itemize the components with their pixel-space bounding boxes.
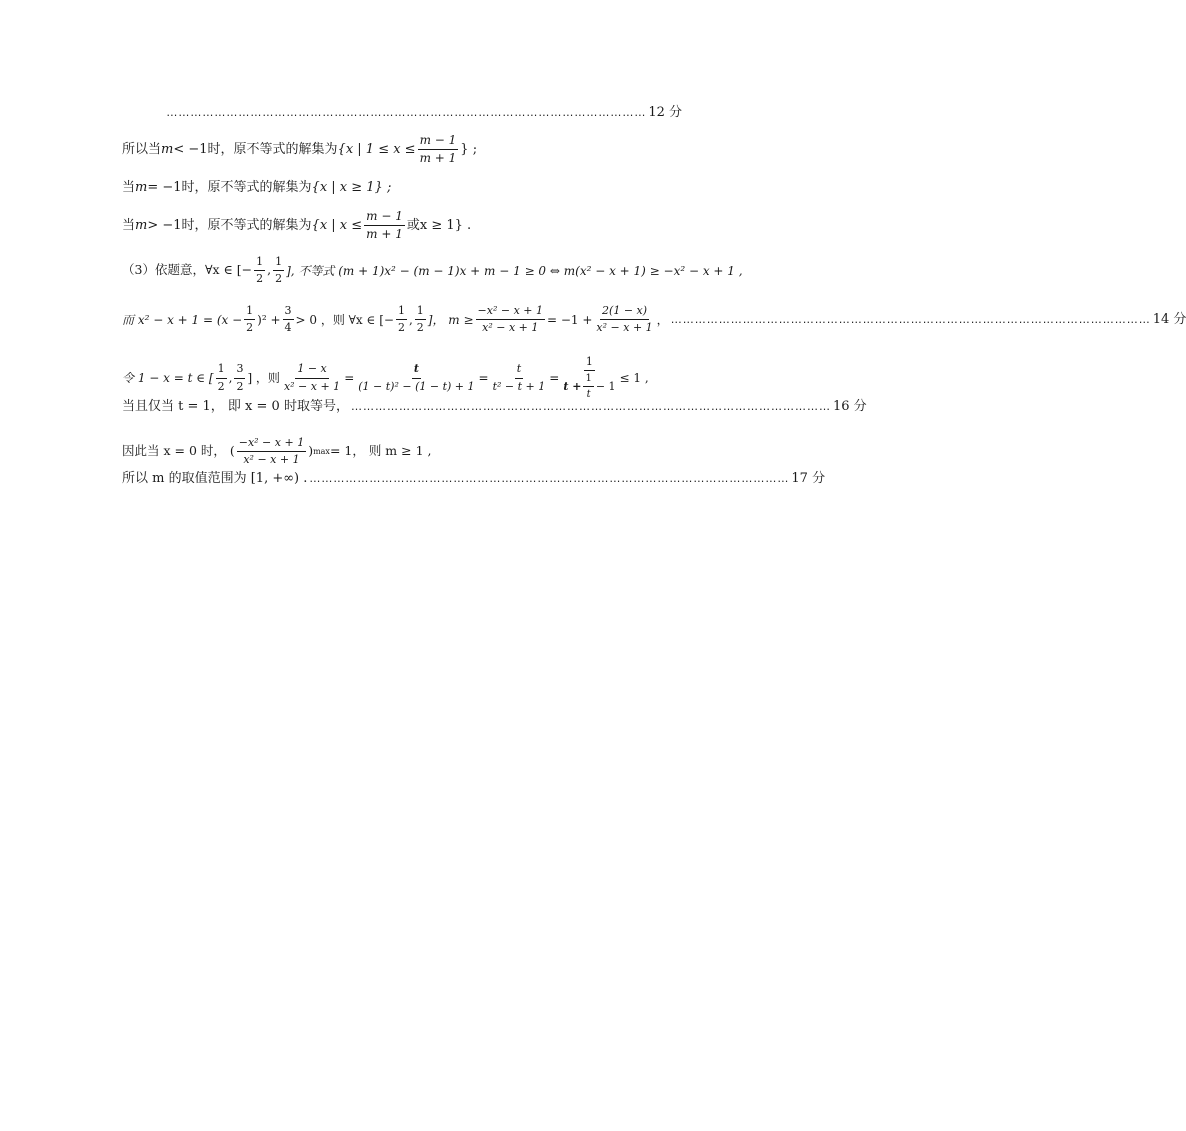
comma: ,	[267, 262, 272, 278]
numerator: 2(1 − x)	[600, 305, 649, 320]
text: = −1时，原不等式的解集为	[147, 180, 312, 195]
fraction	[418, 134, 459, 165]
numerator: 1	[584, 356, 595, 371]
numerator: 1	[415, 305, 426, 320]
denominator-part: − 1	[595, 379, 616, 393]
variable-m: m	[135, 218, 148, 234]
set-expression: {x | x ≥ 1} ;	[311, 180, 392, 195]
text: 所以当	[122, 142, 162, 158]
expression: ] ，则	[247, 371, 280, 386]
fraction	[396, 305, 407, 334]
fraction	[594, 305, 654, 334]
numerator: t	[515, 363, 523, 378]
denominator: t² − t + 1	[492, 379, 546, 393]
variable-m: m	[161, 142, 174, 158]
equals: =	[344, 371, 355, 386]
denominator: x² − x + 1	[283, 379, 341, 393]
denominator: 2	[236, 379, 244, 393]
numerator: m − 1	[418, 134, 459, 150]
score-line-12	[122, 106, 682, 119]
text: 当且仅当 t = 1， 即 x = 0 时取等号，	[122, 399, 349, 414]
fraction	[283, 305, 294, 334]
numerator: 1	[583, 373, 593, 387]
text: 当	[122, 218, 136, 234]
solution-line-m-greater	[122, 210, 682, 241]
expression: = 1， 则 m ≥ 1 ,	[329, 443, 432, 459]
solution-line-m-less	[122, 134, 682, 165]
nested-fraction	[583, 373, 593, 400]
equals: =	[549, 371, 560, 386]
denominator: 2	[246, 321, 254, 335]
denominator: 2	[275, 272, 283, 286]
numerator: 1	[273, 256, 284, 271]
fraction	[356, 363, 476, 392]
substitution-line	[122, 356, 682, 400]
solution-line-m-equal	[122, 181, 682, 194]
leader-dots: …………………………………………………………………………………………………………	[309, 472, 790, 485]
expression: ]， m ≥	[427, 312, 474, 327]
numerator: 1	[254, 256, 265, 271]
fraction	[244, 305, 255, 334]
denominator: t	[586, 389, 591, 401]
score-marker: 16 分	[832, 399, 867, 414]
text: > −1时，原不等式的解集为	[147, 218, 312, 234]
conclusion-line	[122, 471, 826, 486]
fraction	[491, 363, 548, 392]
denominator: x² − x + 1	[482, 321, 539, 335]
denominator: x² − x + 1	[596, 321, 653, 335]
numerator: 1	[396, 305, 407, 320]
denominator: 2	[256, 272, 264, 286]
numerator: 1 − x	[295, 363, 328, 378]
expression: ≤ 1 ,	[619, 371, 649, 386]
set-expression: {x | x ≤	[311, 218, 363, 234]
score-marker: 12 分	[648, 105, 682, 120]
expression: 因此当 x = 0 时， (	[122, 443, 235, 459]
fraction	[476, 305, 545, 334]
comma: ,	[408, 312, 413, 327]
leader-dots: …………………………………………………………………………………………………………	[166, 106, 647, 119]
denominator: m + 1	[419, 151, 457, 166]
fraction	[216, 363, 227, 392]
numerator: t	[412, 363, 421, 378]
numerator: 3	[283, 305, 294, 320]
denominator: (1 − t)² − (1 − t) + 1	[358, 379, 475, 393]
denominator: m + 1	[366, 227, 403, 242]
denominator: 2	[397, 321, 405, 335]
numerator: 3	[234, 363, 245, 378]
comma: ,	[228, 371, 233, 386]
fraction	[364, 210, 405, 241]
equality-condition-line	[122, 399, 867, 414]
positivity-line	[122, 304, 1186, 335]
numerator: −x² − x + 1	[476, 305, 545, 320]
fraction	[415, 305, 426, 334]
inequality-expression: ], 不等式 (m + 1)x² − (m − 1)x + m − 1 ≥ 0 ⇔ m(x² − x + 1) ≥ −x² − x + 1 ,	[286, 263, 743, 278]
expression: ，	[656, 312, 669, 327]
text: 所以 m 的取值范围为 [1, +∞) .	[122, 471, 308, 486]
numerator: −x² − x + 1	[237, 437, 306, 452]
text: < −1时，原不等式的解集为	[173, 142, 338, 158]
expression: 令 1 − x = t ∈ [	[122, 371, 214, 386]
leader-dots: …………………………………………………………………………………………………………	[350, 400, 831, 413]
fraction	[254, 256, 265, 285]
subscript-max: max	[313, 446, 330, 456]
score-marker: 14 分	[1152, 312, 1186, 328]
denominator: x² − x + 1	[243, 453, 300, 467]
set-close: } ;	[460, 142, 478, 158]
fraction	[273, 256, 284, 285]
numerator: m − 1	[364, 210, 405, 226]
fraction	[237, 437, 306, 466]
text: 当	[122, 180, 136, 195]
expression: > 0 ，则 ∀x ∈ [−	[295, 312, 394, 327]
variable-m: m	[135, 180, 148, 195]
score-marker: 17 分	[791, 471, 826, 486]
set-expression: {x | 1 ≤ x ≤	[337, 142, 416, 158]
fraction	[282, 363, 342, 392]
fraction	[234, 363, 245, 392]
denominator	[561, 371, 617, 400]
leader-dots: …………………………………………………………………………………………………………	[670, 313, 1151, 327]
denominator: 4	[284, 321, 292, 335]
denominator: 2	[416, 321, 424, 335]
numerator: 1	[244, 305, 255, 320]
set-close: 或x ≥ 1} .	[406, 218, 472, 234]
equals: =	[478, 371, 489, 386]
text: （3）依题意，∀x ∈ [−	[122, 262, 253, 278]
max-value-line: 因此当 x = 0 时， ( $\frac{\text{−x² − x + 1}}{\text{x² − x + 1}}$ ) max = 1， 则 m ≥ 1 ,	[122, 436, 432, 467]
denominator-part: t +	[563, 379, 582, 393]
expression: = −1 +	[546, 312, 593, 327]
expression: )² +	[257, 312, 281, 327]
numerator: 1	[216, 363, 227, 378]
part-3-intro	[122, 255, 743, 286]
denominator: 2	[217, 379, 225, 393]
expression: 而 x² − x + 1 = (x −	[122, 312, 243, 327]
fraction	[561, 356, 617, 400]
